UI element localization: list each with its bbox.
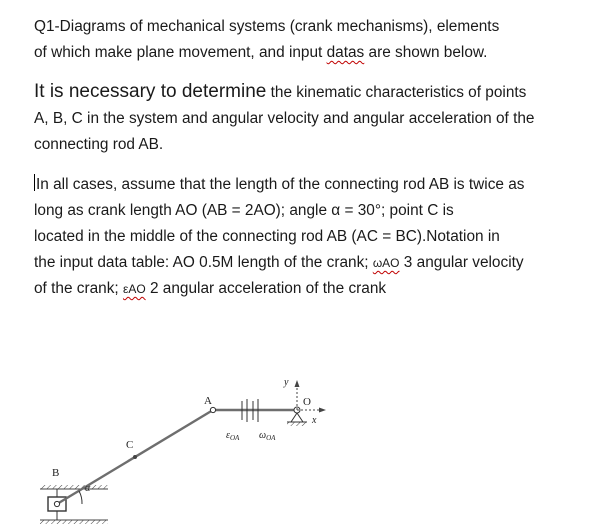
spelling-error-datas: datas xyxy=(326,44,365,61)
conditions-line-5-end: 2 angular acceleration of the crank xyxy=(145,280,387,297)
intro-line-2-start: of which make plane movement, and input xyxy=(34,44,327,61)
label-a: A xyxy=(204,395,212,407)
conditions-line-1: In all cases, assume that the length of the connecting rod AB is twice as xyxy=(36,176,525,193)
conditions-line-5-start: of the crank; xyxy=(34,280,123,297)
crank-mechanism-diagram xyxy=(0,360,605,527)
task-line-3: connecting rod AB. xyxy=(34,136,164,153)
task-lead: It is necessary to determine xyxy=(34,81,267,102)
conditions-line-2: long as crank length AO (AB = 2AO); angle α = 30°; point C is xyxy=(34,202,454,219)
task-line-1: the kinematic characteristics of points xyxy=(266,84,527,101)
conditions-line-4-start: the input data table: AO 0.5M length of the crank; xyxy=(34,254,373,271)
conditions-line-3: located in the middle of the connecting rod AB (AC = BC).Notation in xyxy=(34,228,500,245)
label-epsilon-oa: $\varepsilon_{OA}$ xyxy=(226,430,240,442)
paragraph-problem-intro xyxy=(34,14,594,66)
text-cursor xyxy=(34,174,35,191)
symbol-epsilon-ao: εAO xyxy=(122,282,146,296)
joint-a xyxy=(210,407,215,412)
label-omega-oa: $\omega_{OA}$ xyxy=(259,430,276,442)
label-x: x xyxy=(312,415,317,426)
paragraph-task xyxy=(34,79,594,158)
label-b: B xyxy=(52,467,60,479)
label-o: O xyxy=(303,396,311,408)
joint-b xyxy=(54,501,59,506)
label-y: y xyxy=(284,377,289,388)
symbol-omega-ao: ωAO xyxy=(372,256,400,270)
intro-line-1: Q1-Diagrams of mechanical systems (crank mechanisms), elements xyxy=(34,18,500,35)
angle-alpha-arc xyxy=(79,491,82,504)
label-c: C xyxy=(126,439,134,451)
paragraph-conditions xyxy=(34,172,594,302)
label-alpha: α xyxy=(85,483,91,494)
joint-c xyxy=(133,455,137,459)
intro-line-2-end: are shown below. xyxy=(364,44,488,61)
task-line-2: A, B, C in the system and angular velocity and angular acceleration of the xyxy=(34,110,535,127)
conditions-line-4-end: 3 angular velocity xyxy=(399,254,524,271)
